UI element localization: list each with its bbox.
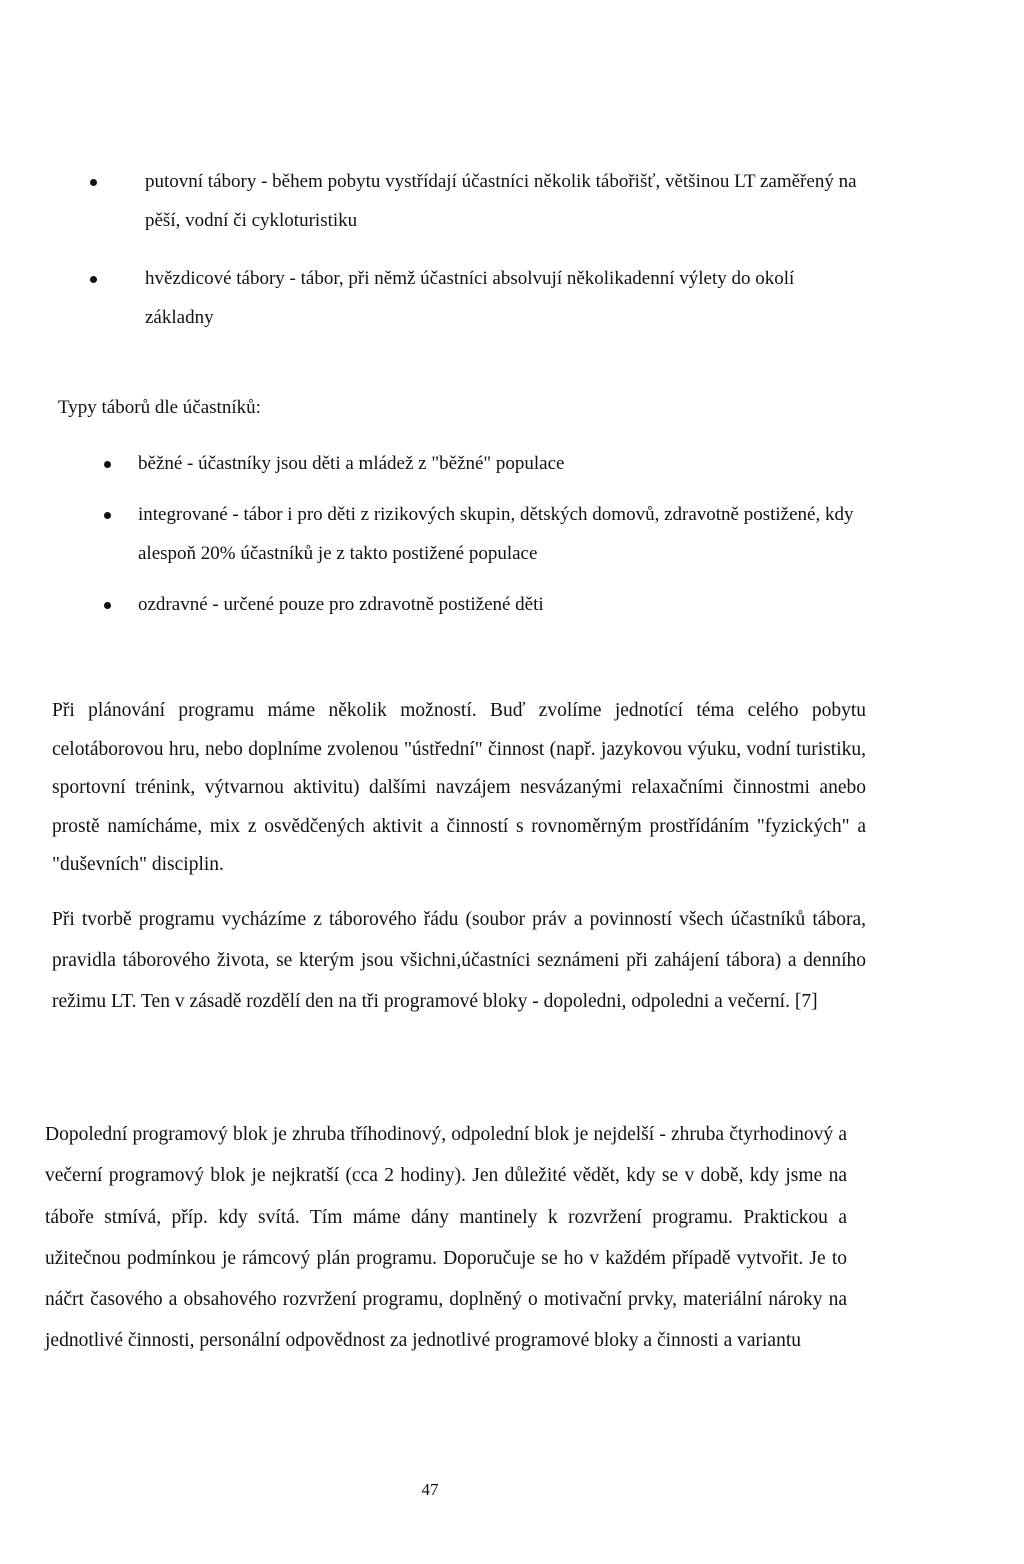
section-heading: Typy táborů dle účastníků: <box>58 397 261 418</box>
bullet-icon <box>104 461 111 468</box>
paragraph-program-planning: Při plánování programu máme několik možností. Buď zvolíme jednotící téma celého pobytu celotáborovou hru, nebo doplníme zvolenou "ústřední" činnost (např. jazykovou výuku, vodní turistiku, sportovní trénink, výtvarnou aktivitu) dalšími navzájem nesvázanými relaxačními činnostmi anebo prostě namícháme, mix z osvědčených aktivit a činností s rovnoměrným prostřídáním "fyzických" a "duševních" disciplin. <box>52 700 866 875</box>
page-number: 47 <box>421 1480 439 1499</box>
list-item-text: ozdravné - určené pouze pro zdravotně postižené děti <box>138 594 544 615</box>
list-item-text: běžné - účastníky jsou děti a mládež z "běžné" populace <box>138 453 565 474</box>
bullet-icon <box>90 179 97 186</box>
list-item-text: integrované - tábor i pro děti z rizikových skupin, dětských domovů, zdravotně postižené, kdy alespoň 20% účastníků je z takto postižené populace <box>138 504 854 564</box>
bullet-icon <box>90 276 97 283</box>
bullet-icon <box>104 512 111 519</box>
list-item <box>138 585 898 624</box>
list-item-text: putovní tábory - během pobytu vystřídají účastníci několik tábořišť, většinou LT zaměřený na pěší, vodní či cykloturistiku <box>145 171 857 231</box>
participant-types-list <box>138 444 898 636</box>
paragraph-camp-rules: Při tvorbě programu vycházíme z táborového řádu (soubor práv a povinností všech účastníků tábora, pravidla táborového života, se kterým jsou všichni,účastníci seznámeni při zahájení tábora) a denního režimu LT. Ten v zásadě rozdělí den na tři programové bloky - dopoledni, odpoledni a večerní. [7] <box>52 909 866 1012</box>
list-item <box>138 444 898 483</box>
list-item-text: hvězdicové tábory - tábor, při němž účastníci absolvují několikadenní výlety do okolí základny <box>145 268 795 328</box>
camp-types-list <box>145 162 865 356</box>
paragraph-program-blocks: Dopolední programový blok je zhruba tříhodinový, odpolední blok je nejdelší - zhruba čtyrhodinový a večerní programový blok je nejkratší (cca 2 hodiny). Jen důležité vědět, kdy se v době, kdy jsme na táboře stmívá, příp. kdy svítá. Tím máme dány mantinely k rozvržení programu. Praktickou a užitečnou podmínkou je rámcový plán programu. Doporučuje se ho v každém případě vytvořit. Je to náčrt časového a obsahového rozvržení programu, doplněný o motivační prvky, materiální nároky na jednotlivé činnosti, personální odpovědnost za jednotlivé programové bloky a činnosti a variantu <box>45 1124 847 1352</box>
list-item <box>145 259 865 337</box>
list-item <box>138 495 898 573</box>
list-item <box>145 162 865 240</box>
bullet-icon <box>104 602 111 609</box>
